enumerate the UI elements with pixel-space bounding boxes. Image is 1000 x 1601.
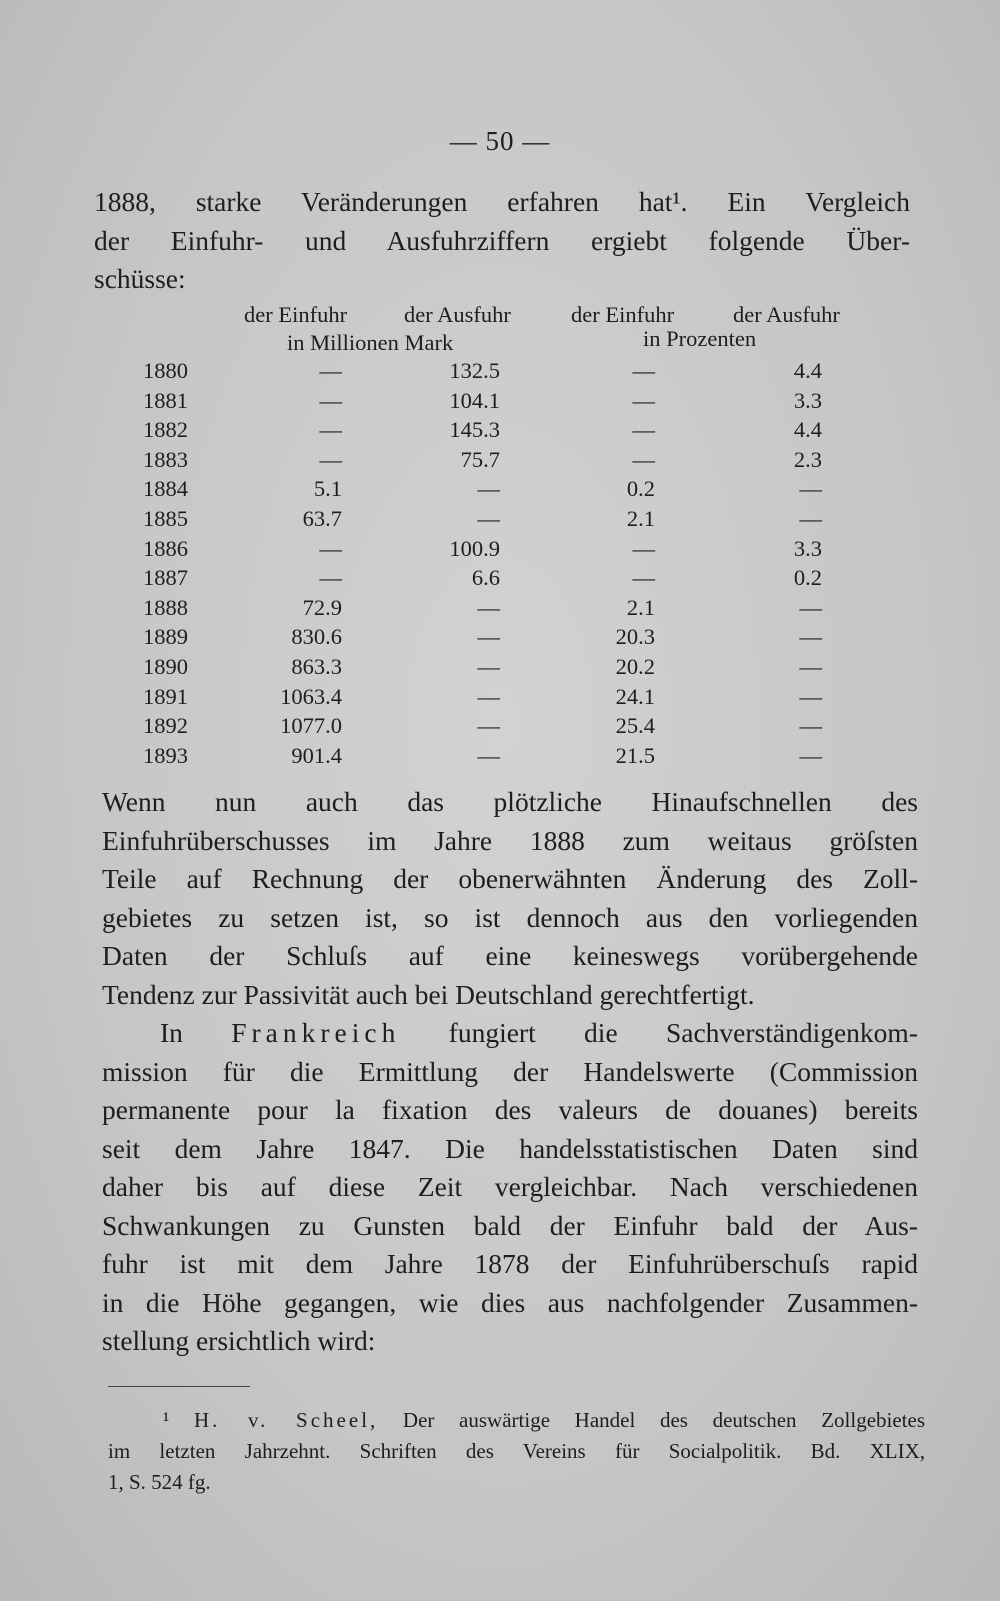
ausfuhr-pct-cell: —	[799, 476, 822, 502]
text-line: gebietes zu setzen ist, so ist dennoch aus den vorliegenden	[102, 901, 918, 933]
country-name: Frankreich	[231, 1017, 401, 1048]
text-line	[102, 1014, 918, 1053]
text-line: stellung ersichtlich wird:	[102, 1325, 376, 1356]
einfuhr-pct-cell: —	[632, 358, 655, 383]
header-einfuhr-mark: der Einfuhr	[244, 302, 348, 327]
einfuhr-pct-cell: —	[632, 446, 655, 472]
ausfuhr-mark-cell: —	[477, 594, 500, 620]
ausfuhr-pct-cell: 2.3	[793, 446, 822, 472]
text-line: Schwankungen zu Gunsten bald der Einfuhr bald der Aus-	[102, 1209, 918, 1241]
text-line: Daten der Schluſs auf eine keineswegs vorübergehende	[102, 940, 918, 971]
einfuhr-mark-cell: —	[319, 387, 342, 413]
einfuhr-mark-cell: 1077.0	[280, 713, 342, 739]
einfuhr-mark-cell: —	[319, 446, 342, 472]
table-row	[0, 565, 1000, 594]
ausfuhr-mark-cell: —	[477, 654, 500, 679]
einfuhr-mark-cell: —	[319, 358, 342, 383]
einfuhr-pct-cell: 2.1	[626, 506, 655, 531]
ausfuhr-mark-cell: —	[477, 476, 500, 502]
table-row	[0, 506, 1000, 535]
ausfuhr-pct-cell: 3.3	[793, 535, 822, 561]
text-line: seit dem Jahre 1847. Die handelsstatistischen Daten sind	[102, 1132, 918, 1164]
ausfuhr-mark-cell: 75.7	[460, 446, 500, 472]
table-row	[0, 743, 1000, 772]
ausfuhr-mark-cell: —	[477, 624, 500, 650]
footnote-author: H. v. Scheel,	[193, 1408, 379, 1432]
einfuhr-pct-cell: 20.2	[615, 654, 655, 679]
year-cell: 1888	[143, 594, 188, 620]
ausfuhr-pct-cell: 4.4	[793, 417, 822, 443]
header-unit-mark: in Millionen Mark	[287, 330, 454, 355]
table-row	[0, 654, 1000, 683]
einfuhr-pct-cell: —	[632, 565, 655, 591]
einfuhr-mark-cell: 72.9	[302, 594, 342, 620]
footnote-title: Der auswärtige Handel des deutschen Zollgebietes	[378, 1408, 926, 1432]
text-line: daher bis auf diese Zeit vergleichbar. Nach verschiedenen	[102, 1171, 918, 1202]
einfuhr-mark-cell: 63.7	[302, 506, 342, 531]
year-cell: 1881	[143, 387, 188, 413]
year-cell: 1890	[143, 654, 188, 679]
ausfuhr-pct-cell: —	[799, 654, 822, 679]
year-cell: 1886	[143, 535, 188, 561]
year-cell: 1880	[143, 358, 188, 383]
year-cell: 1885	[143, 506, 188, 531]
ausfuhr-mark-cell: —	[477, 506, 500, 531]
year-cell: 1891	[143, 683, 188, 709]
header-einfuhr-pct: der Einfuhr	[571, 302, 675, 327]
ausfuhr-mark-cell: 132.5	[449, 358, 500, 383]
year-cell: 1893	[143, 742, 188, 768]
ausfuhr-mark-cell: 100.9	[449, 535, 500, 561]
text-line: 1888, starke Veränderungen erfahren hat¹. Ein Vergleich	[94, 186, 910, 217]
header-ausfuhr-mark: der Ausfuhr	[404, 302, 511, 327]
year-cell: 1883	[143, 446, 188, 472]
ausfuhr-pct-cell: 0.2	[793, 565, 822, 591]
text-line: Tendenz zur Passivität auch bei Deutschland gerechtfertigt.	[102, 978, 755, 1010]
text-line: permanente pour la fixation des valeurs de douanes) bereits	[102, 1094, 918, 1125]
einfuhr-mark-cell: 1063.4	[280, 683, 342, 709]
paragraph-3	[102, 1014, 918, 1361]
table-row	[0, 713, 1000, 742]
ausfuhr-pct-cell: —	[799, 506, 822, 531]
text-line: Wenn nun auch das plötzliche Hinaufschnellen des	[102, 786, 918, 817]
ausfuhr-mark-cell: 6.6	[471, 565, 500, 591]
year-cell: 1882	[143, 417, 188, 443]
paragraph-2	[102, 783, 918, 1014]
einfuhr-pct-cell: 2.1	[626, 594, 655, 620]
einfuhr-mark-cell: —	[319, 565, 342, 591]
einfuhr-mark-cell: 863.3	[291, 654, 342, 679]
text-line: in die Höhe gegangen, wie dies aus nachfolgender Zusammen-	[102, 1286, 918, 1318]
text-line: fuhr ist mit dem Jahre 1878 der Einfuhrüberschuſs rapid	[102, 1248, 918, 1279]
text-fragment: fungiert die Sachverständigenkom-	[400, 1017, 918, 1048]
header-unit-pct: in Prozenten	[643, 326, 757, 351]
table-row	[0, 684, 1000, 713]
einfuhr-mark-cell: —	[319, 417, 342, 443]
year-cell: 1887	[143, 565, 188, 591]
ausfuhr-pct-cell: 3.3	[793, 387, 822, 413]
table-row	[0, 476, 1000, 505]
ausfuhr-mark-cell: 104.1	[449, 387, 500, 413]
text-fragment: In	[160, 1017, 232, 1048]
table-row	[0, 536, 1000, 565]
einfuhr-mark-cell: 901.4	[291, 742, 342, 768]
table-row	[0, 358, 1000, 387]
ausfuhr-pct-cell: 4.4	[793, 358, 822, 383]
einfuhr-pct-cell: 25.4	[615, 713, 655, 739]
text-line: mission für die Ermittlung der Handelswerte (Commission	[102, 1055, 918, 1087]
header-ausfuhr-pct: der Ausfuhr	[733, 302, 840, 327]
einfuhr-mark-cell: 5.1	[313, 476, 342, 502]
footnote-marker: ¹	[163, 1408, 170, 1432]
year-cell: 1892	[143, 713, 188, 739]
intro-paragraph	[94, 183, 910, 299]
einfuhr-pct-cell: 20.3	[615, 624, 655, 650]
table-row	[0, 595, 1000, 624]
text-line: Einfuhrüberschusses im Jahre 1888 zum weitaus gröſsten	[102, 824, 918, 856]
footnote-line: 1, S. 524 fg.	[108, 1470, 211, 1494]
ausfuhr-mark-cell: —	[477, 683, 500, 709]
year-cell: 1889	[143, 624, 188, 650]
table-row	[0, 624, 1000, 653]
page-number: — 50 —	[449, 126, 551, 156]
ausfuhr-pct-cell: —	[799, 594, 822, 620]
einfuhr-pct-cell: 0.2	[626, 476, 655, 502]
ausfuhr-mark-cell: —	[477, 742, 500, 768]
table-row	[0, 417, 1000, 446]
footnote-divider	[108, 1386, 250, 1387]
footnote-line: im letzten Jahrzehnt. Schriften des Vereins für Socialpolitik. Bd. XLIX,	[108, 1439, 925, 1463]
einfuhr-pct-cell: —	[632, 417, 655, 443]
ausfuhr-pct-cell: —	[799, 742, 822, 768]
einfuhr-pct-cell: —	[632, 387, 655, 413]
table-row	[0, 447, 1000, 476]
ausfuhr-mark-cell: —	[477, 713, 500, 739]
einfuhr-pct-cell: —	[632, 535, 655, 561]
footnote	[108, 1405, 925, 1498]
ausfuhr-pct-cell: —	[799, 683, 822, 709]
year-cell: 1884	[143, 476, 188, 502]
text-line: der Einfuhr- und Ausfuhrziffern ergiebt folgende Über-	[94, 224, 910, 256]
ausfuhr-pct-cell: —	[799, 624, 822, 650]
text-line: Teile auf Rechnung der obenerwähnten Änderung des Zoll-	[102, 863, 918, 894]
ausfuhr-pct-cell: —	[799, 713, 822, 739]
text-line: schüsse:	[94, 263, 186, 294]
ausfuhr-mark-cell: 145.3	[449, 417, 500, 443]
einfuhr-mark-cell: —	[319, 535, 342, 561]
einfuhr-pct-cell: 21.5	[615, 742, 655, 768]
table-row	[0, 388, 1000, 417]
einfuhr-pct-cell: 24.1	[615, 683, 655, 709]
einfuhr-mark-cell: 830.6	[291, 624, 342, 650]
footnote-line	[108, 1405, 925, 1436]
